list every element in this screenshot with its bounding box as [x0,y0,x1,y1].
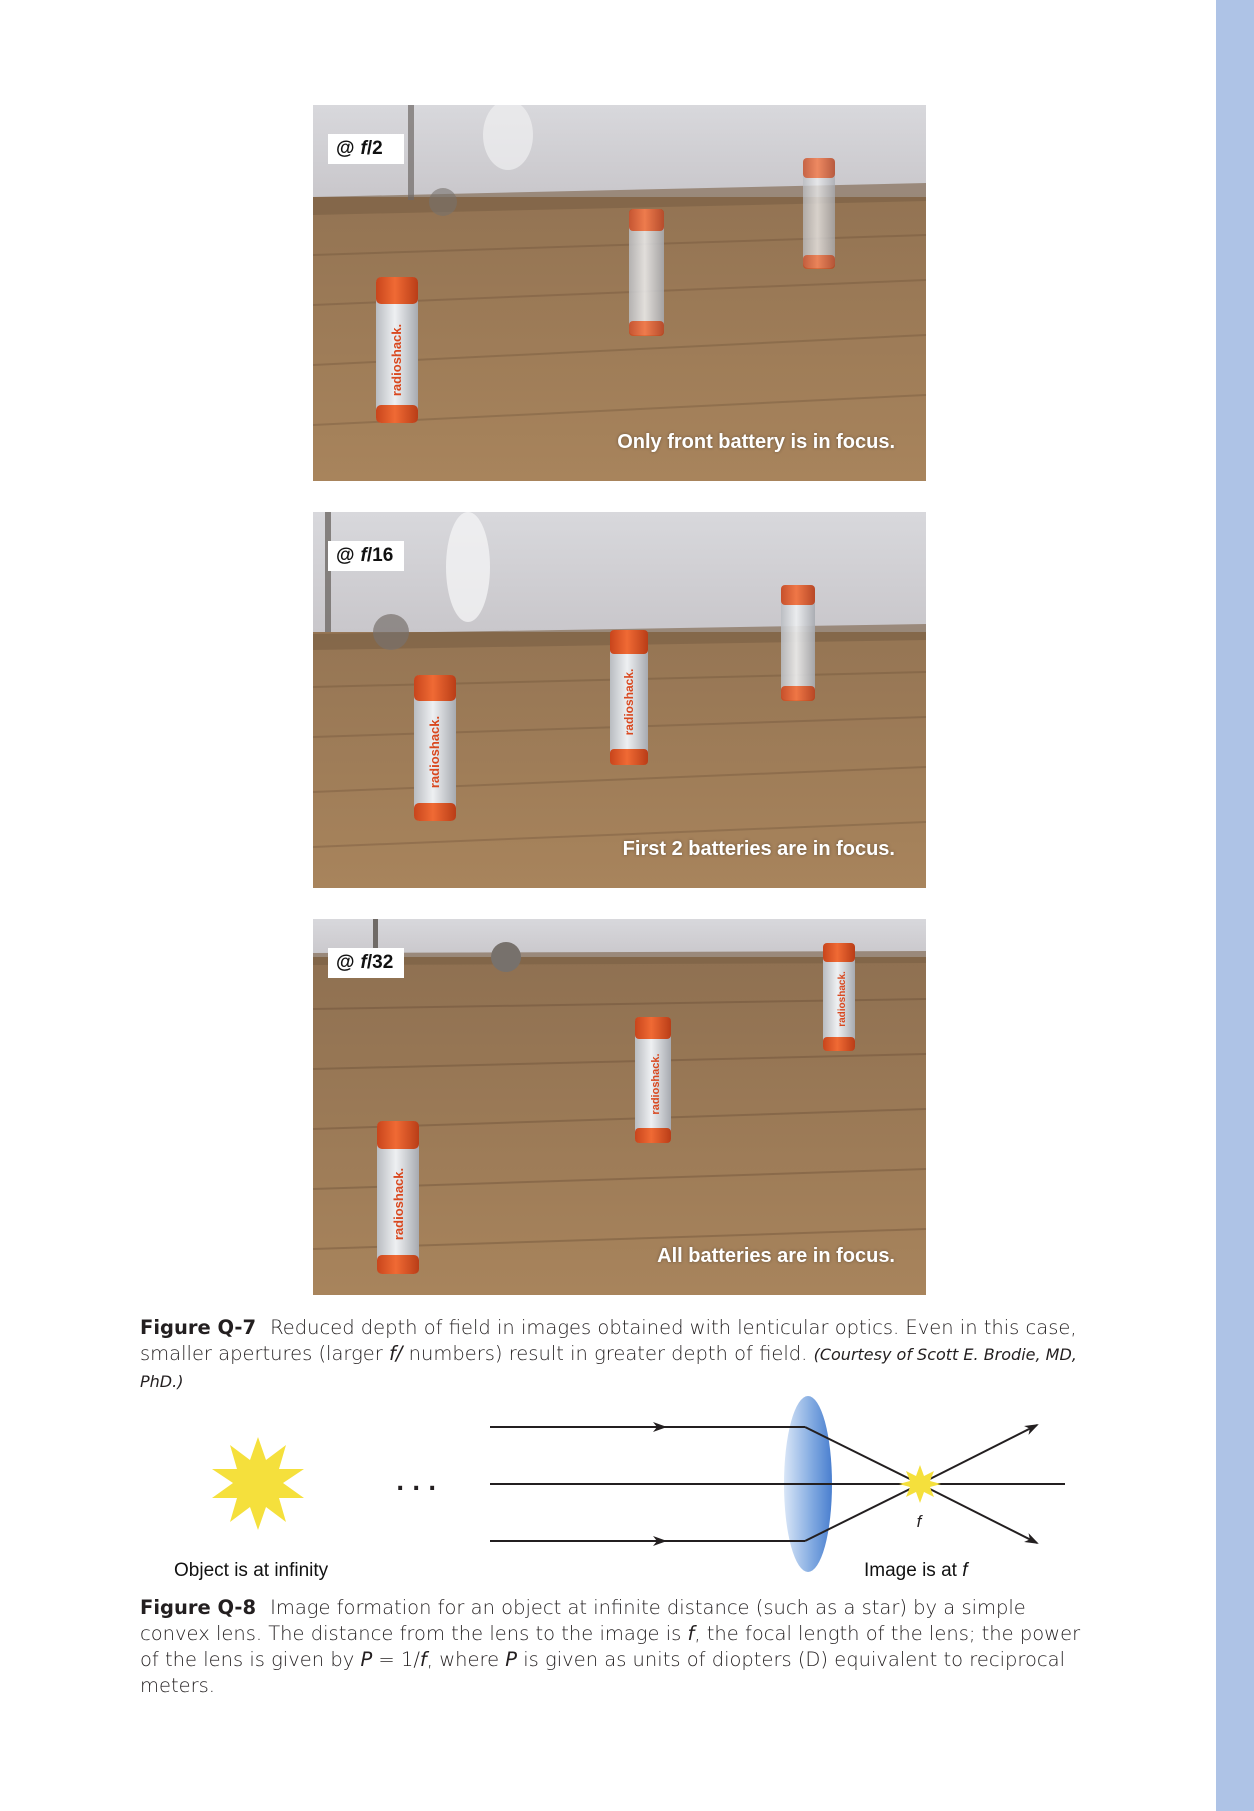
focus-note: Only front battery is in focus. [617,431,895,453]
lens-diagram [140,1385,1100,1585]
fstop-label: @ f/32 [328,948,404,978]
battery [823,943,855,1051]
figure-q8-text: Image formation for an object at infinite distance (such as a star) by a simple convex lens. The distance from the lens to the image is [140,1596,1026,1645]
battery-brand: radioshack. [837,971,848,1027]
focus-note: First 2 batteries are in focus. [622,838,895,860]
image-label: Image is at f [864,1560,968,1581]
focal-point-label: f [916,1512,922,1531]
figure-q8-italic-f-2: f [419,1648,427,1671]
figure-q7-italic: f/ [389,1342,403,1365]
battery-brand: radioshack. [389,323,404,397]
photo-f2-image [313,105,926,481]
page-side-band [1216,0,1254,1811]
photo-f2 [313,105,926,481]
battery [376,277,418,423]
battery [781,585,815,701]
figure-q7-text-2: numbers) result in greater depth of field. [402,1342,814,1365]
ellipsis: . . . [396,1471,437,1496]
object-label: Object is at infinity [174,1560,329,1581]
figure-q7-caption [140,1315,1100,1395]
battery-brand: radioshack. [650,1053,662,1115]
figure-q8-label: Figure Q-8 [140,1596,257,1619]
focus-note: All batteries are in focus. [657,1245,895,1267]
light-rays [490,1425,1065,1543]
fstop-label: @ f/2 [328,134,404,164]
star-icon [212,1437,304,1530]
battery [629,209,664,336]
photo-f32 [313,919,926,1295]
battery [803,158,835,269]
figure-q8-text-3: = 1/ [372,1648,420,1671]
battery [414,675,456,821]
figure-q7-label: Figure Q-7 [140,1316,257,1339]
figure-q8-text-4: , where [426,1648,506,1671]
lens-diagram-svg [140,1385,1100,1585]
battery-brand: radioshack. [391,1167,406,1241]
battery [377,1121,419,1274]
battery-brand: radioshack. [622,668,636,736]
photo-f32-image [313,919,926,1295]
photo-f16-image [313,512,926,888]
photo-f16 [313,512,926,888]
figure-q8-caption [140,1595,1100,1699]
figure-q8-italic-f: f [687,1622,695,1645]
fstop-label: @ f/16 [328,541,404,571]
figure-q7-text: Reduced depth of field in images obtained with lenticular optics. Even in this case, smaller apertures (larger [140,1316,1077,1365]
figure-q8-text-5: is given as units of diopters (D) equivalent to reciprocal meters. [140,1648,1065,1697]
figure-q7-credit: (Courtesy of Scott E. Brodie, MD, PhD.) [140,1345,1077,1391]
battery-brand: radioshack. [427,715,442,789]
figure-q8-italic-p: P [360,1648,373,1671]
focal-star-icon [899,1465,941,1503]
figure-q8-italic-p-2: P [505,1648,518,1671]
battery [610,630,648,765]
figure-q8-text-2: , the focal length of the lens; the power of the lens is given by [140,1622,1081,1671]
battery [635,1017,671,1143]
